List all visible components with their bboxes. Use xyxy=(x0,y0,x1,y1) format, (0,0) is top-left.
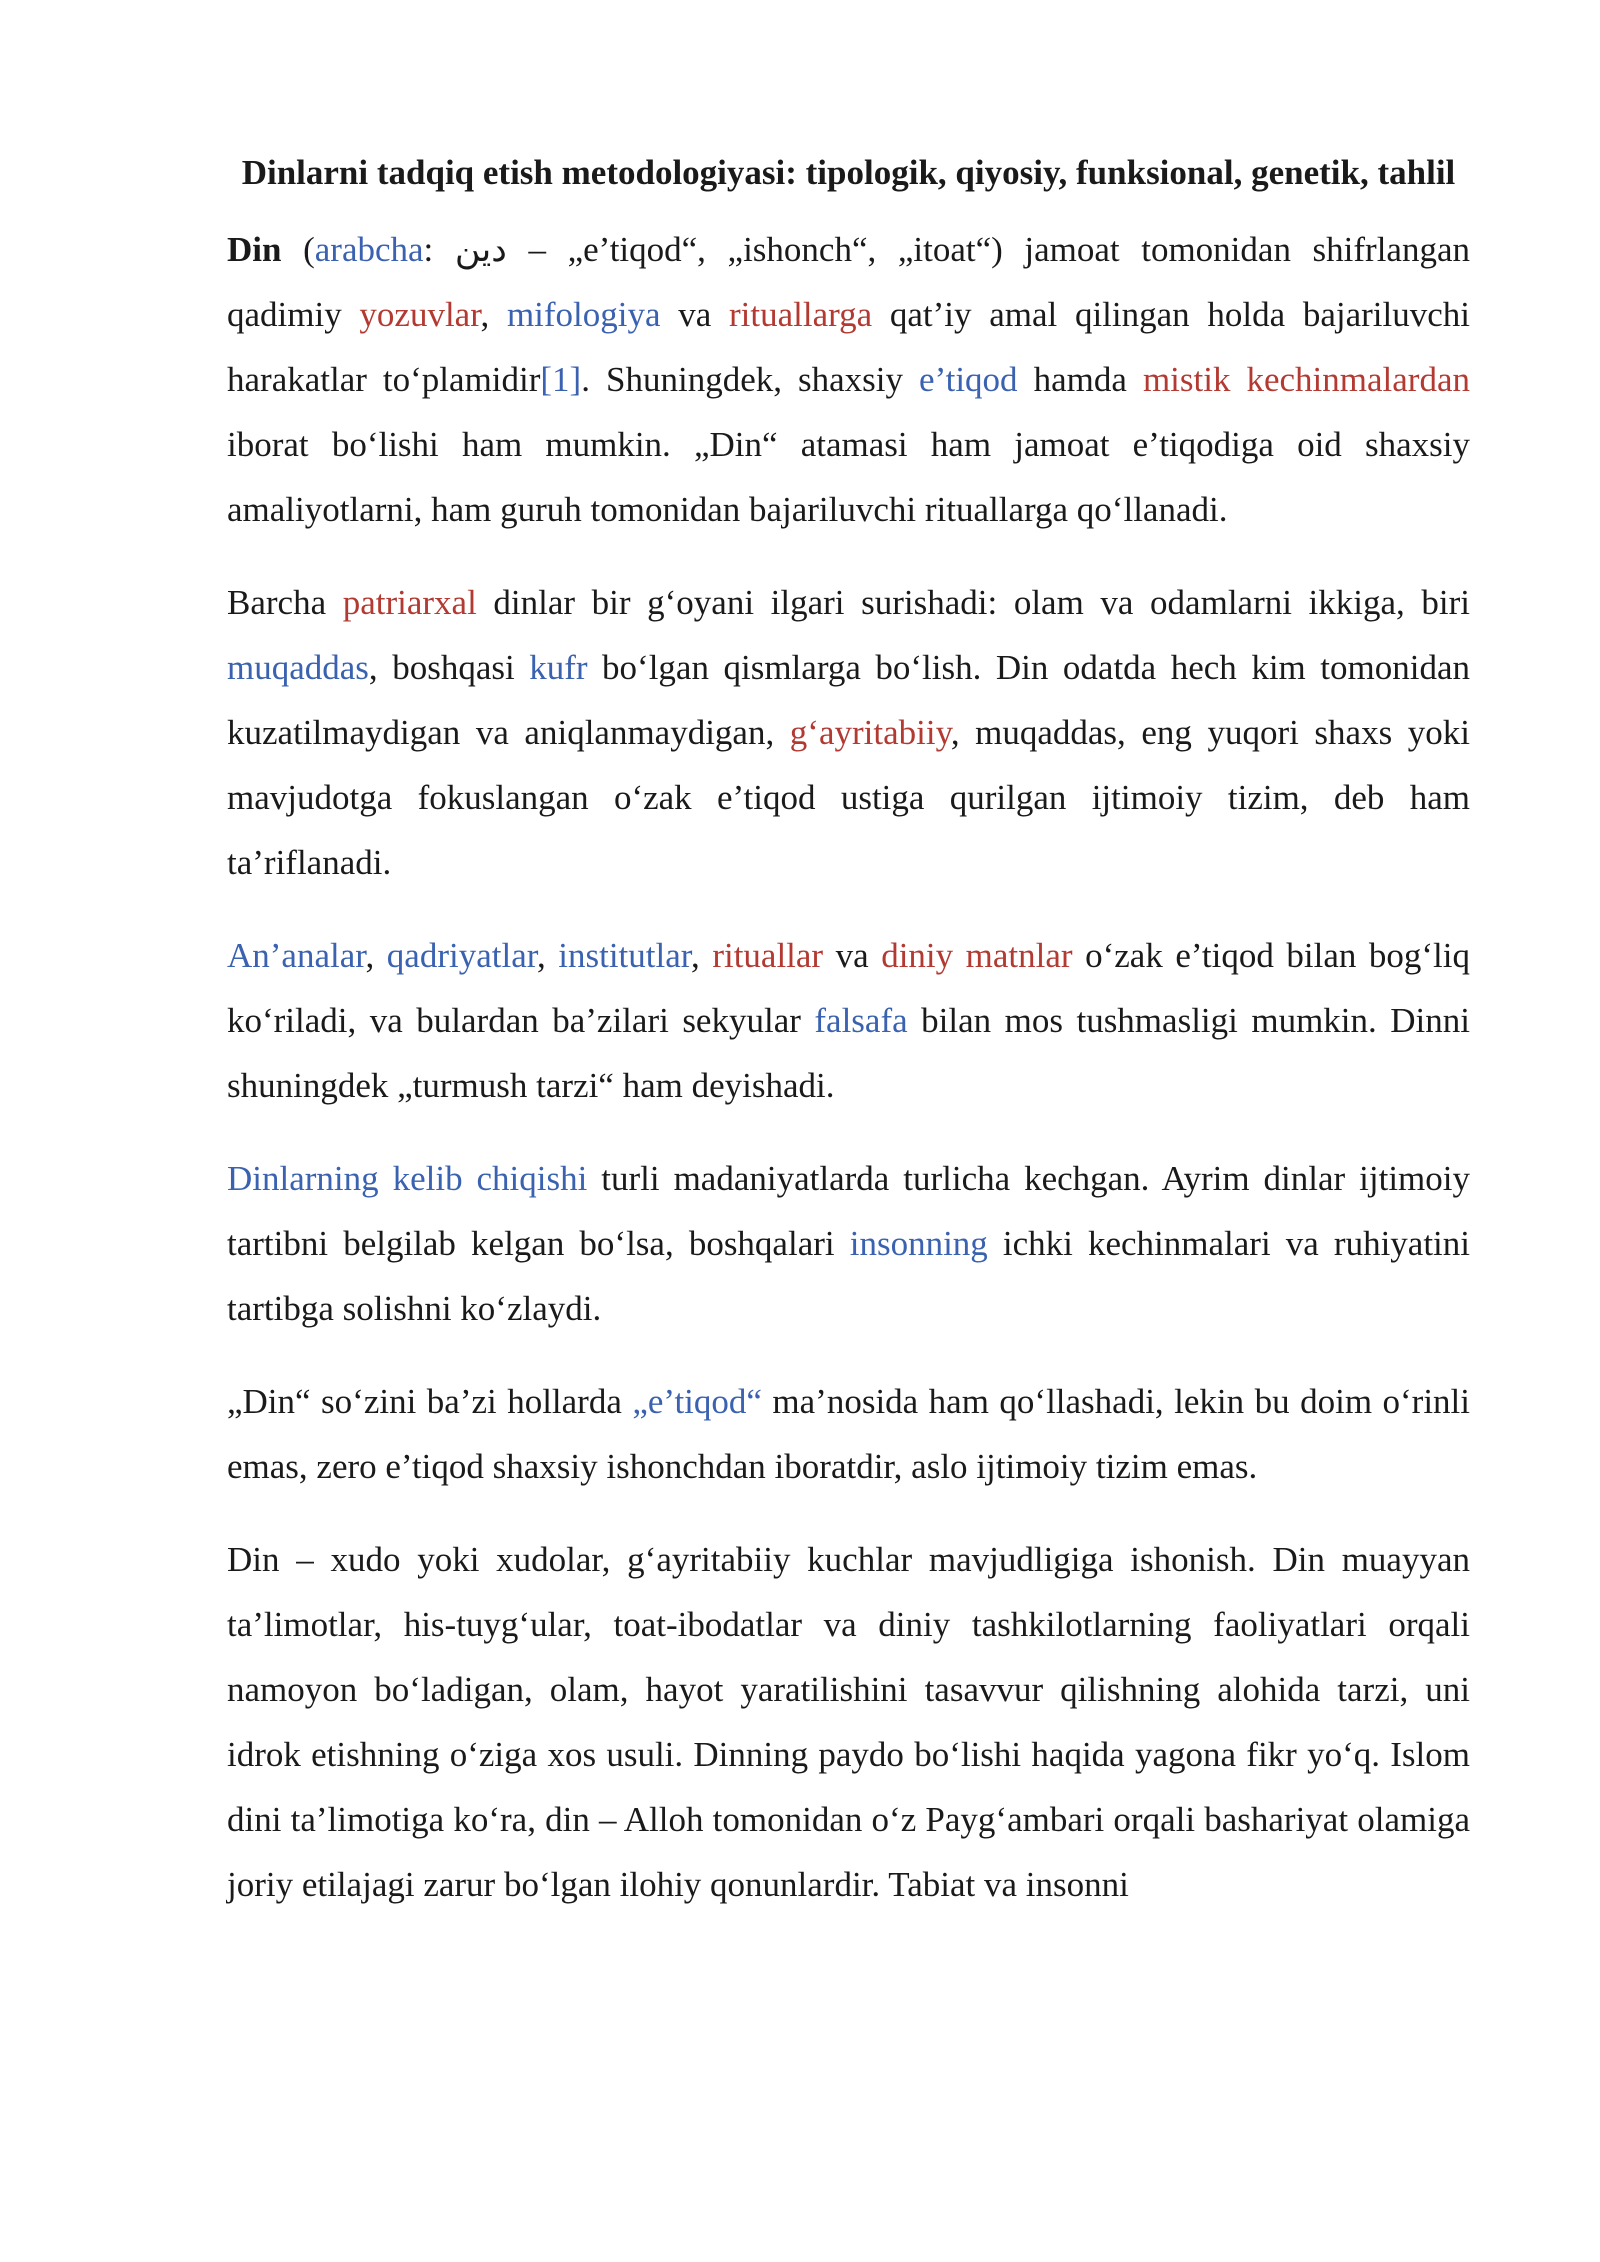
text-link[interactable]: [1] xyxy=(540,360,582,399)
text-run: „Din“ so‘zini ba’zi hollarda xyxy=(227,1382,633,1421)
text-link[interactable]: g‘ayritabiiy xyxy=(789,713,951,752)
text-link[interactable]: matnlar xyxy=(965,936,1073,975)
text-link[interactable]: muqaddas xyxy=(227,648,369,687)
text-link[interactable]: mifologiya xyxy=(506,295,661,334)
text-run: iborat bo‘lishi ham mumkin. „Din“ atamasi ham jamoat e’tiqodiga oid shaxsiy amaliyotlarni, ham guruh tomonidan bajariluvchi rituallarga qo‘llanadi. xyxy=(227,425,1470,529)
text-run: Din – xudo yoki xudolar, g‘ayritabiiy kuchlar mavjudligiga ishonish. Din muayyan ta’limotlar, his-tuyg‘ular, toat-ibodatlar va diniy tashkilotlarning faoliyatlari orqali namoyon bo‘ladigan, olam, hayot yaratilishini tasavvur qilishning alohida tarzi, uni idrok etishning o‘ziga xos usuli. Dinning paydo bo‘lishi haqida yagona fikr yo‘q. Islom dini ta’limotiga ko‘ra, din – Alloh tomonidan o‘z Payg‘ambari orqali bashariyat olamiga joriy etilajagi zarur bo‘lgan ilohiy qonunlardir. Tabiat va insonni xyxy=(227,1540,1470,1904)
text-link[interactable]: institutlar xyxy=(558,936,692,975)
paragraph xyxy=(227,217,1470,542)
text-run: , xyxy=(480,295,507,334)
text-link[interactable]: An’analar xyxy=(227,936,366,975)
text-run: . Shuningdek, shaxsiy xyxy=(581,360,920,399)
text-run: , xyxy=(365,936,387,975)
text-run: va xyxy=(660,295,729,334)
text-run: qat’iy amal qilingan holda bajariluvchi harakatlar to‘plamidir xyxy=(227,295,1470,399)
paragraph xyxy=(227,1527,1470,1917)
text-run: , boshqasi xyxy=(368,648,530,687)
paragraph xyxy=(227,1146,1470,1341)
text-link[interactable]: patriarxal xyxy=(342,583,477,622)
paragraph xyxy=(227,923,1470,1118)
text-link[interactable]: falsafa xyxy=(814,1001,908,1040)
text-run: bo‘lgan qismlarga bo‘lish. Din odatda hech kim tomonidan kuzatilmaydigan va aniqlanmaydigan, xyxy=(227,648,1470,752)
text-run: turli madaniyatlarda turlicha kechgan. Ayrim dinlar ijtimoiy tartibni belgilab kelgan bo‘lsa, boshqalari xyxy=(227,1159,1470,1263)
text-link[interactable]: „e’tiqod“ xyxy=(632,1382,762,1421)
text-run: ichki kechinmalari va ruhiyatini tartibga solishni ko‘zlaydi. xyxy=(227,1224,1471,1328)
text-run: Barcha xyxy=(227,583,343,622)
text-run: va xyxy=(823,936,882,975)
text-link[interactable]: mistik kechinmalardan xyxy=(1142,360,1470,399)
text-run: o‘zak e’tiqod bilan bog‘liq ko‘riladi, va bulardan ba’zilari sekyular xyxy=(227,936,1471,1040)
text-link[interactable]: Dinlarning kelib chiqishi xyxy=(227,1159,588,1198)
bold-term: Din xyxy=(227,230,282,269)
text-run xyxy=(953,936,966,975)
text-run: : دين – „e’tiqod“, „ishonch“, „itoat“) jamoat tomonidan shifrlangan qadimiy xyxy=(227,230,1471,334)
text-link[interactable]: qadriyatlar xyxy=(386,936,537,975)
paragraph xyxy=(227,1369,1470,1499)
text-link[interactable]: kufr xyxy=(529,648,588,687)
document-body xyxy=(227,217,1470,1917)
document-title: Dinlarni tadqiq etish metodologiyasi: tipologik, qiyosiy, funksional, genetik, tahlil xyxy=(241,153,1456,192)
text-link[interactable]: insonning xyxy=(849,1224,988,1263)
text-link[interactable]: yozuvlar xyxy=(359,295,481,334)
text-link[interactable]: diniy xyxy=(881,936,954,975)
text-run: , xyxy=(536,936,559,975)
text-run: ( xyxy=(281,230,315,269)
paragraph xyxy=(227,570,1470,895)
text-link[interactable]: rituallar xyxy=(712,936,824,975)
text-link[interactable]: arabcha xyxy=(314,230,424,269)
text-link[interactable]: e’tiqod xyxy=(919,360,1018,399)
text-run: hamda xyxy=(1017,360,1143,399)
text-run: bilan mos tushmasligi mumkin. Dinni shuningdek „turmush tarzi“ ham deyishadi. xyxy=(227,1001,1470,1105)
text-run: dinlar bir g‘oyani ilgari surishadi: olam va odamlarni ikkiga, biri xyxy=(476,583,1470,622)
text-run: ma’nosida ham qo‘llashadi, lekin bu doim o‘rinli emas, zero e’tiqod shaxsiy ishonchdan iboratdir, aslo ijtimoiy tizim emas. xyxy=(227,1382,1471,1486)
text-run: , muqaddas, eng yuqori shaxs yoki mavjudotga fokuslangan o‘zak e’tiqod ustiga qurilgan ijtimoiy tizim, deb ham ta’riflanadi. xyxy=(227,713,1470,882)
text-link[interactable]: rituallarga xyxy=(729,295,873,334)
text-run: , xyxy=(691,936,713,975)
